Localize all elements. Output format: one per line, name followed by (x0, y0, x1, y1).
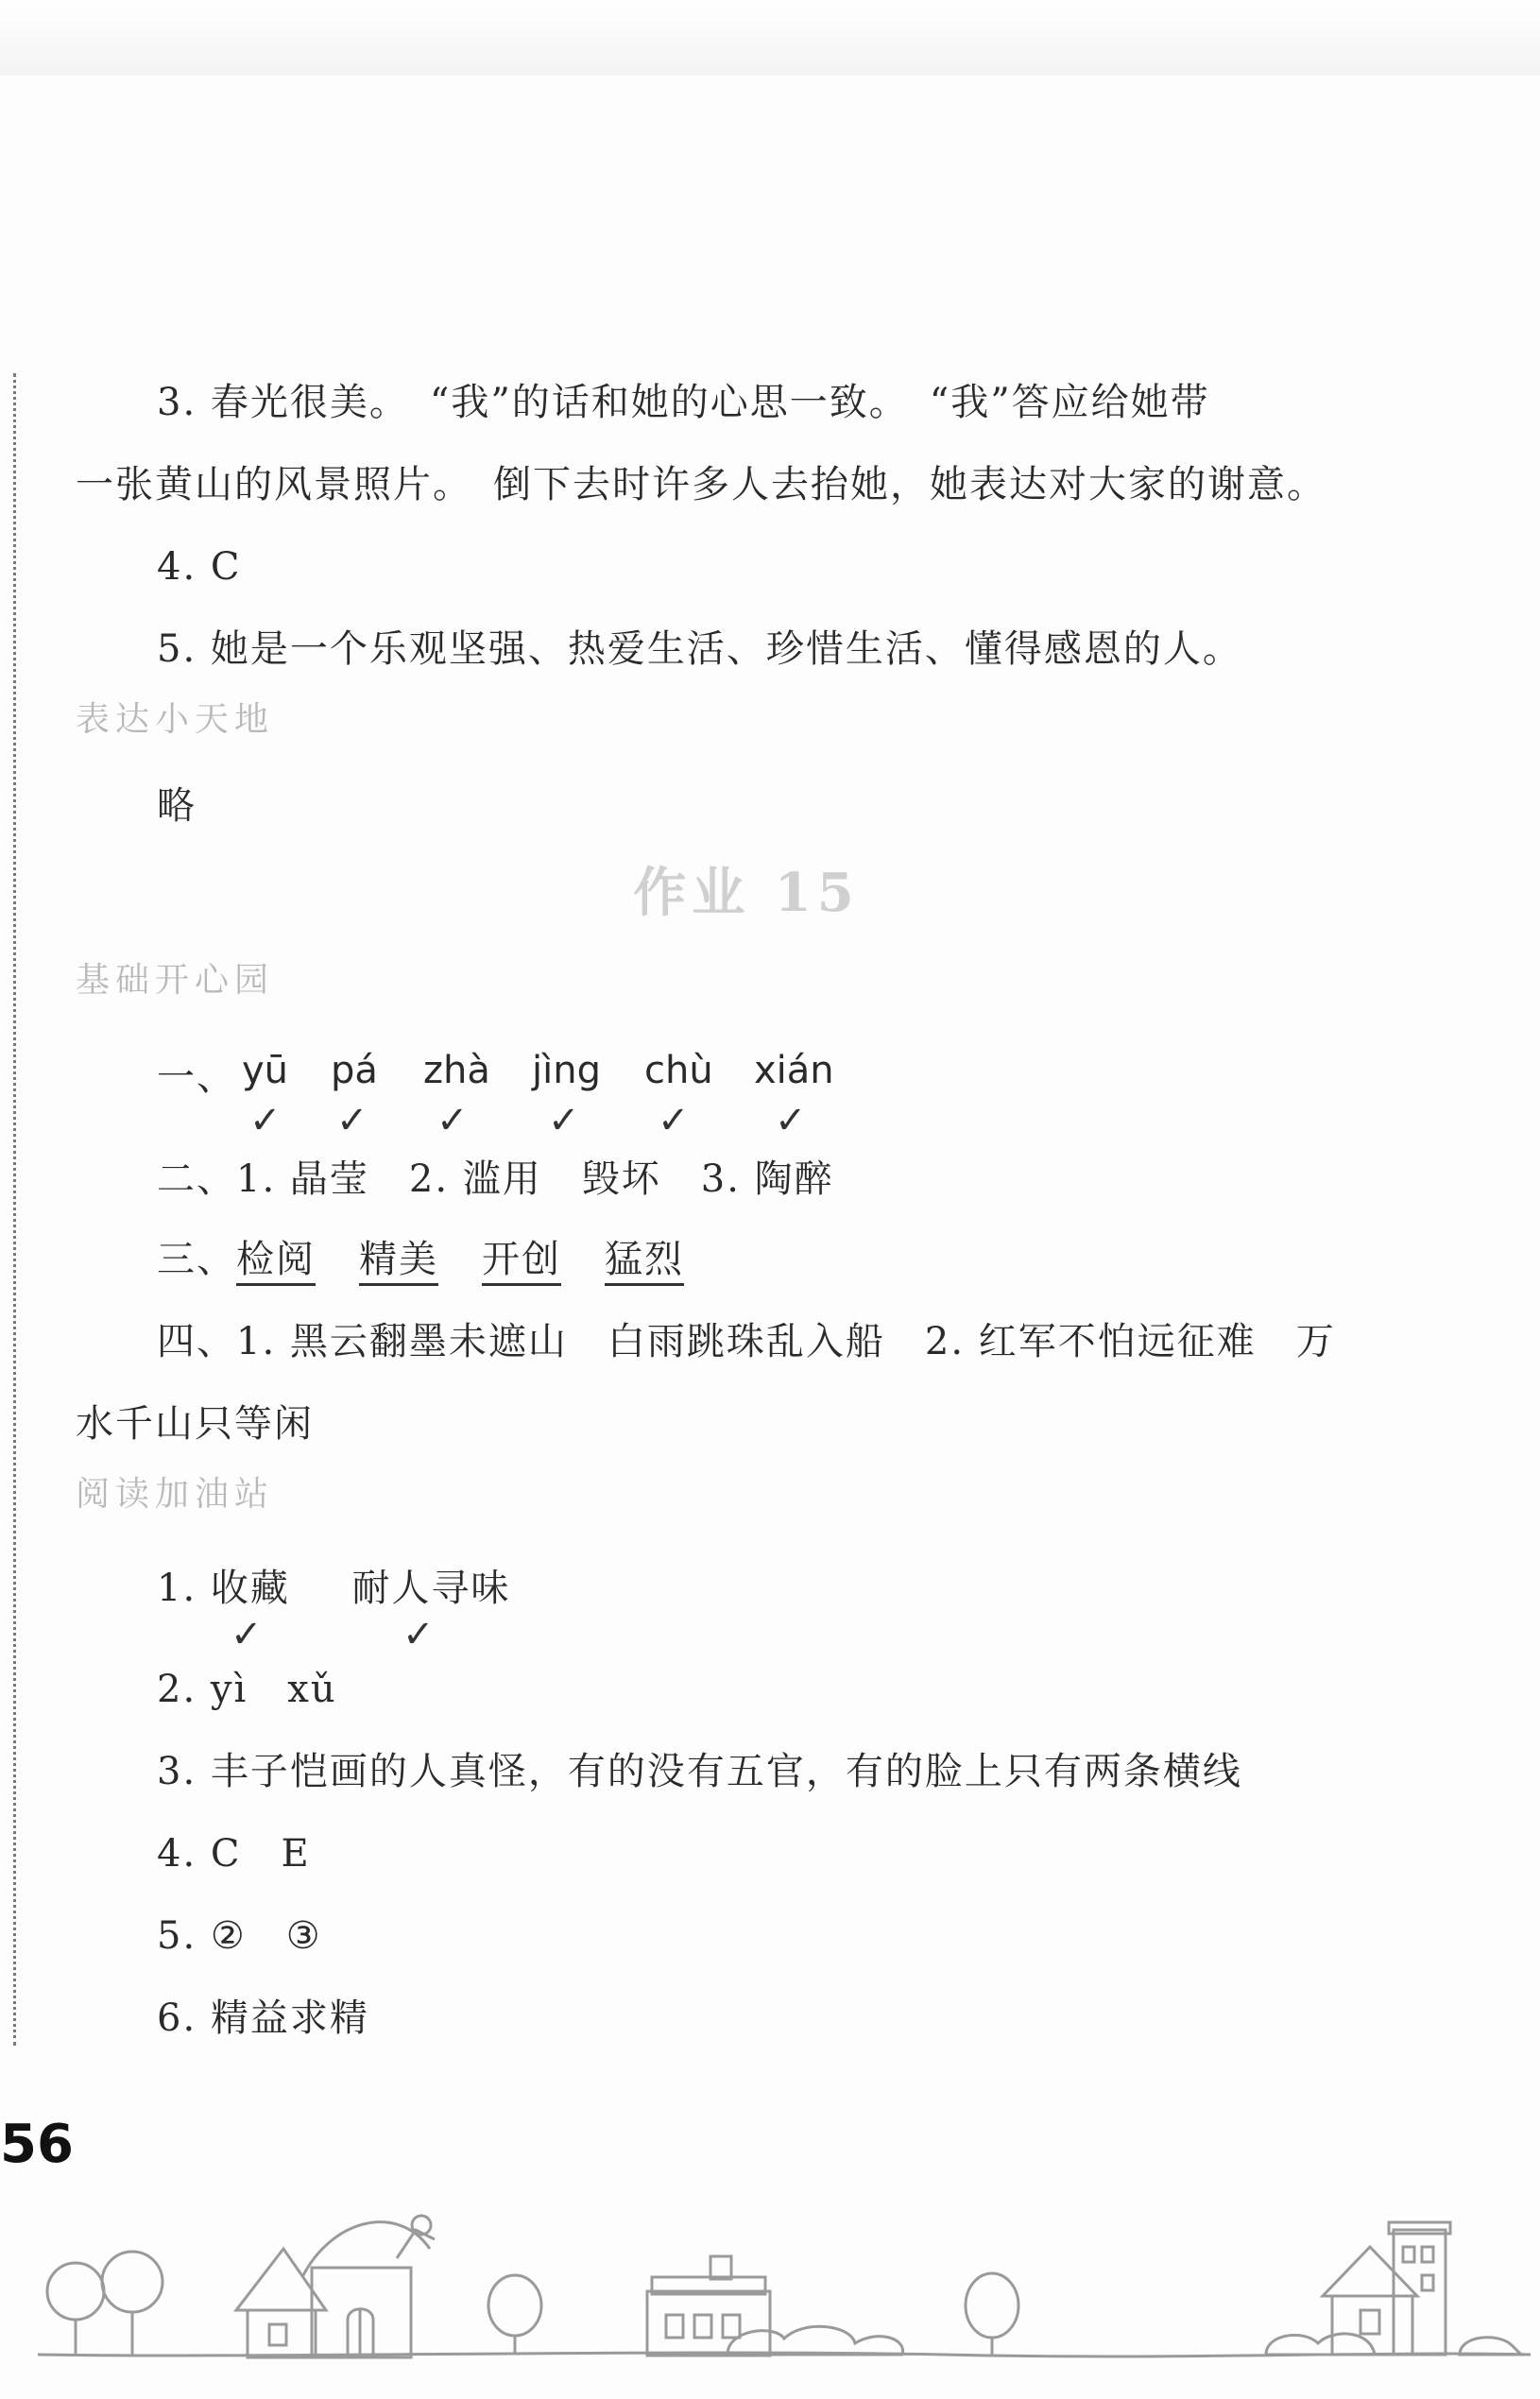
page-number: 56 (0, 2114, 74, 2175)
basic-q4-line2: 水千山只等闲 (76, 1402, 314, 1446)
homework-title: 作业 15 (633, 862, 860, 924)
reading-4: 4. C E (157, 1832, 311, 1876)
pinyin-6: xián (754, 1049, 834, 1092)
basic-q4-line1: 四、1. 黑云翻墨未遮山 白雨跳珠乱入船 2. 红军不怕远征难 万 (157, 1320, 1336, 1363)
reading-5: 5. ② ③ (157, 1914, 322, 1958)
basic-q3 (0, 1233, 1540, 1286)
basic-q1-prefix: 一、 (157, 1055, 236, 1099)
q3-word-4: 猛烈 (605, 1238, 684, 1286)
reading-3: 3. 丰子恺画的人真怪，有的没有五官，有的脸上只有两条横线 (157, 1750, 1242, 1793)
section-basic: 基础开心园 (76, 961, 275, 1000)
reading-6: 6. 精益求精 (157, 1996, 369, 2040)
tick-icon: ✓ (402, 1613, 435, 1656)
pinyin-1: yū (242, 1049, 289, 1092)
answer-4: 4. C (157, 545, 242, 589)
tick-icon: ✓ (658, 1099, 690, 1142)
answer-3-line2: 一张黄山的风景照片。 倒下去时许多人去抬她，她表达对大家的谢意。 (76, 463, 1326, 506)
tick-icon: ✓ (548, 1099, 580, 1142)
q3-word-2: 精美 (359, 1238, 438, 1286)
reading-1-num: 1. (157, 1567, 197, 1610)
pinyin-3: zhà (423, 1049, 490, 1092)
pinyin-2: pá (331, 1049, 378, 1092)
tick-icon: ✓ (436, 1099, 469, 1142)
reading-2: 2. yì xǔ (157, 1668, 337, 1711)
reading-1-word-2: 耐人寻味 (351, 1567, 511, 1610)
basic-q3-prefix: 三、 (157, 1238, 236, 1281)
tick-icon: ✓ (249, 1099, 282, 1142)
tick-icon: ✓ (336, 1099, 368, 1142)
section-reading: 阅读加油站 (76, 1475, 275, 1514)
answer-5: 5. 她是一个乐观坚强、热爱生活、珍惜生活、懂得感恩的人。 (157, 627, 1242, 671)
q3-word-1: 检阅 (236, 1238, 316, 1286)
reading-1 (0, 1562, 1540, 1615)
q3-word-3: 开创 (482, 1238, 561, 1286)
basic-q2: 二、1. 晶莹 2. 滥用 毁坏 3. 陶醉 (157, 1157, 834, 1201)
tick-icon: ✓ (775, 1099, 807, 1142)
section-express: 表达小天地 (76, 700, 275, 739)
reading-1-word-1: 收藏 (210, 1567, 290, 1610)
tick-icon: ✓ (231, 1613, 263, 1656)
pinyin-row (157, 1047, 834, 1142)
express-answer: 略 (157, 784, 197, 828)
pinyin-5: chù (644, 1049, 713, 1092)
answer-3-line1: 3. 春光很美。 “我”的话和她的心思一致。 “我”答应给她带 (157, 381, 1210, 424)
top-shade (0, 0, 1540, 76)
pinyin-4: jìng (532, 1049, 601, 1092)
decorative-houses-illustration (0, 2135, 1540, 2399)
